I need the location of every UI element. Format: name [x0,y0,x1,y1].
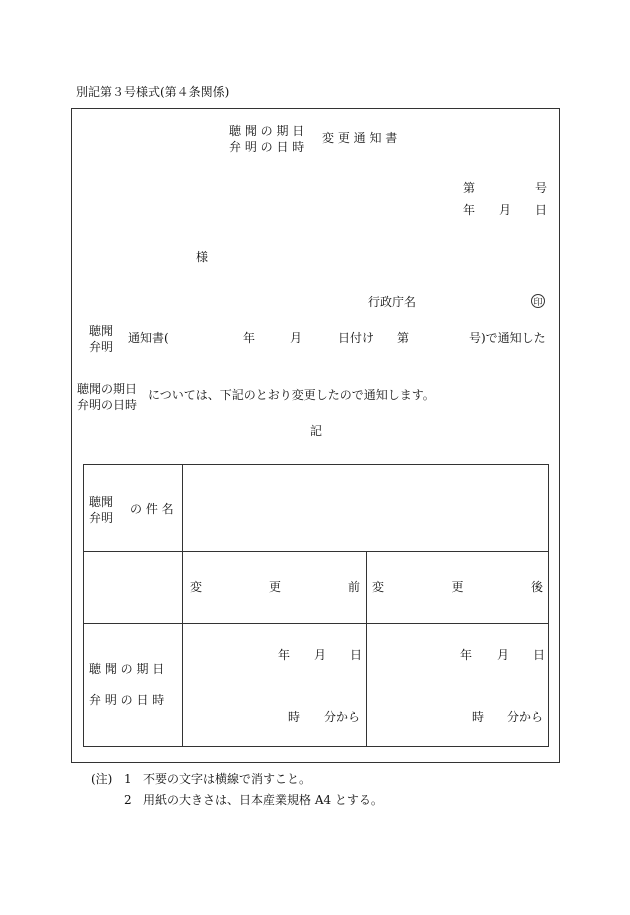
case-label-bottom: 弁明 [89,511,114,526]
note-2-text: 用紙の大きさは、日本産業規格 A4 とする。 [143,793,383,807]
agency-name: 行政庁名 [368,295,417,309]
number-go: 号 [534,181,547,195]
notice-label-stack [89,323,113,355]
table-vline-label [182,464,183,747]
change-text: については、下記のとおり変更したので通知します。 [148,388,435,402]
notice-dai: 第 [397,331,410,345]
case-label-suffix: の 件 名 [130,502,174,516]
case-label-top: 聴聞 [89,495,114,509]
form-header-note: 別記第３号様式(第４条関係) [76,85,230,99]
before-year: 年 [278,648,291,662]
change-label-top: 聴聞の期日 [77,382,138,396]
seal-icon: 印 [531,294,545,308]
after-year: 年 [460,648,473,662]
before-header-char-2: 更 [268,580,281,594]
note-1-text: 不要の文字は横線で消すこと。 [143,772,312,786]
case-label-stack [89,494,113,526]
after-header-char-3: 後 [530,580,543,594]
notice-year: 年 [243,331,256,345]
before-header [190,581,360,593]
after-header [372,581,543,593]
number-dai: 第 [463,181,476,195]
after-minute: 分から [507,710,544,724]
before-header-char-1: 変 [190,580,203,594]
doc-title-line1: 聴 聞 の 期 日 [229,124,305,138]
doc-title-stack [229,123,304,155]
notice-dated: 日付け [338,331,375,345]
notes-prefix: (注) [91,772,113,786]
doc-number-line [463,182,547,194]
table-hline-1 [83,551,549,552]
date-year: 年 [463,203,476,217]
doc-title-suffix: 変 更 通 知 書 [322,131,398,145]
doc-date-line [463,204,547,216]
after-month: 月 [497,648,510,662]
datetime-label-bottom: 弁 明 の 日 時 [89,693,165,707]
ki-heading: 記 [310,424,323,438]
table-vline-mid [366,551,367,747]
note-2-number: 2 [124,793,132,807]
after-day: 日 [533,648,546,662]
date-day: 日 [534,203,547,217]
change-label-stack [77,381,137,413]
table-hline-2 [83,623,549,624]
before-month: 月 [314,648,327,662]
addressee-suffix: 様 [196,250,209,264]
doc-title-line2: 弁 明 の 日 時 [229,140,305,155]
after-hour: 時 [472,710,485,724]
datetime-label-top: 聴 聞 の 期 日 [89,662,165,676]
before-header-char-3: 前 [347,580,360,594]
before-minute: 分から [324,710,361,724]
date-month: 月 [498,203,511,217]
notice-label-bottom: 弁明 [89,340,114,355]
before-day: 日 [350,648,363,662]
before-hour: 時 [288,710,301,724]
notice-text: 通知書( [128,331,169,345]
notice-month: 月 [290,331,303,345]
notice-label-top: 聴聞 [89,324,114,338]
change-label-bottom: 弁明の日時 [77,398,138,413]
notice-go-suffix: 号)で通知した [469,331,546,345]
note-1-number: 1 [124,772,132,786]
after-header-char-2: 更 [451,580,464,594]
after-header-char-1: 変 [372,580,385,594]
